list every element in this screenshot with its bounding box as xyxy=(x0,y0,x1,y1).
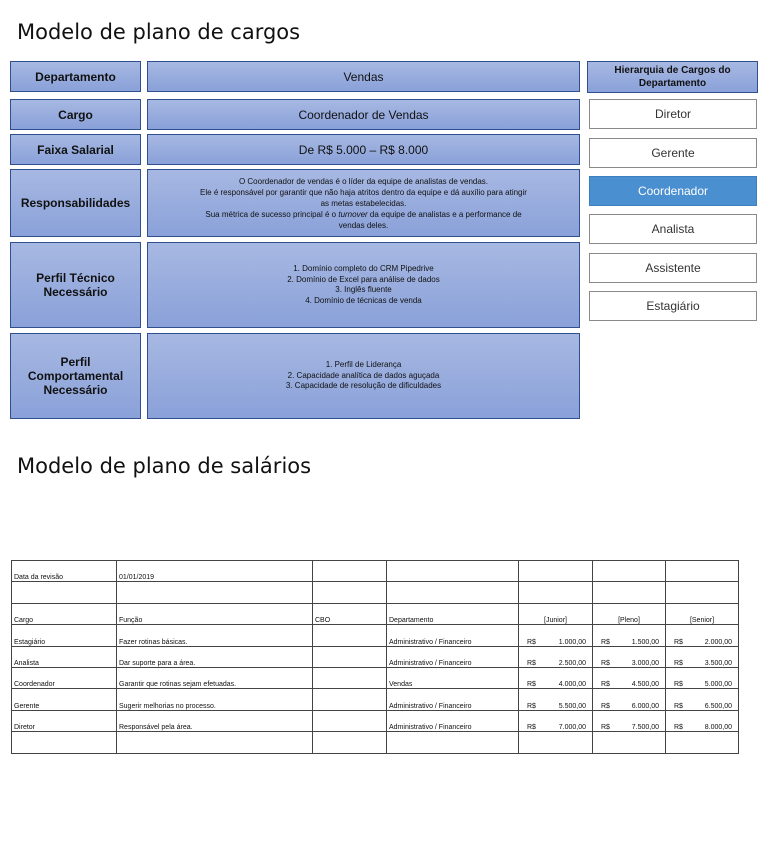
table-row xyxy=(12,689,739,710)
cell-junior xyxy=(519,667,593,688)
cell-funcao: Garantir que rotinas sejam efetuadas. xyxy=(117,667,313,688)
salary-amount: 1.000,00 xyxy=(558,638,586,646)
cell-cbo xyxy=(313,689,387,710)
cell-cargo: Diretor xyxy=(12,710,117,731)
cargos-title: Modelo de plano de cargos xyxy=(17,20,301,44)
responsabilidades-value xyxy=(147,169,580,237)
salary-amount: 7.000,00 xyxy=(558,724,586,732)
hierarquia-item-coordenador: Coordenador xyxy=(589,176,757,206)
header-cbo: CBO xyxy=(313,603,387,624)
cell-cbo xyxy=(313,710,387,731)
table-header-row xyxy=(12,603,739,624)
cell-junior xyxy=(519,646,593,667)
salary-amount: 5.000,00 xyxy=(704,681,732,689)
cell-pleno xyxy=(593,689,666,710)
currency-symbol: R$ xyxy=(674,638,683,646)
salary-amount: 8.000,00 xyxy=(704,724,732,732)
revisao-value: 01/01/2019 xyxy=(117,561,313,582)
tecnico-item-1: 1. Domínio completo do CRM Pipedrive xyxy=(293,264,434,273)
table-row xyxy=(12,710,739,731)
currency-symbol: R$ xyxy=(527,638,536,646)
cell-funcao: Fazer rotinas básicas. xyxy=(117,625,313,646)
currency-symbol: R$ xyxy=(527,681,536,689)
hierarquia-item-diretor: Diretor xyxy=(589,99,757,129)
cell-pleno xyxy=(593,710,666,731)
table-row xyxy=(12,646,739,667)
salary-amount: 7.500,00 xyxy=(631,724,659,732)
salary-amount: 2.000,00 xyxy=(704,638,732,646)
salary-amount: 4.000,00 xyxy=(558,681,586,689)
cell-departamento: Administrativo / Financeiro xyxy=(387,689,519,710)
hierarquia-header: Hierarquia de Cargos do Departamento xyxy=(587,61,758,93)
cell-junior xyxy=(519,689,593,710)
cell-cbo xyxy=(313,667,387,688)
resp-line-1: O Coordenador de vendas é o líder da equipe de analistas de vendas. xyxy=(238,176,489,186)
resp-line-2: Ele é responsável por garantir que não haja atritos dentro da equipe e dá auxílio para atingir xyxy=(200,187,527,197)
table-row xyxy=(12,625,739,646)
cell-departamento: Administrativo / Financeiro xyxy=(387,646,519,667)
faixa-salarial-value: De R$ 5.000 – R$ 8.000 xyxy=(147,134,580,165)
cell-funcao: Responsável pela área. xyxy=(117,710,313,731)
cell-senior xyxy=(666,625,739,646)
currency-symbol: R$ xyxy=(601,659,610,667)
cell-cargo: Coordenador xyxy=(12,667,117,688)
cell-senior xyxy=(666,667,739,688)
table-row-revisao xyxy=(12,561,739,582)
salary-amount: 3.000,00 xyxy=(631,659,659,667)
salarios-title: Modelo de plano de salários xyxy=(17,454,312,478)
currency-symbol: R$ xyxy=(527,702,536,710)
table-row xyxy=(12,667,739,688)
tecnico-item-4: 4. Domínio de técnicas de venda xyxy=(305,295,422,305)
perfil-tecnico-value xyxy=(147,242,580,328)
tecnico-item-2: 2. Domínio de Excel para análise de dados xyxy=(287,274,440,284)
table-row-empty xyxy=(12,582,739,603)
header-funcao: Função xyxy=(117,603,313,624)
currency-symbol: R$ xyxy=(674,724,683,732)
cell-funcao: Sugerir melhorias no processo. xyxy=(117,689,313,710)
departamento-value: Vendas xyxy=(147,61,580,92)
hierarquia-item-analista: Analista xyxy=(589,214,757,244)
cell-cbo xyxy=(313,646,387,667)
currency-symbol: R$ xyxy=(601,681,610,689)
salary-amount: 1.500,00 xyxy=(631,638,659,646)
salary-amount: 4.500,00 xyxy=(631,681,659,689)
cargo-label: Cargo xyxy=(10,99,141,130)
table-row-empty-bottom xyxy=(12,732,739,753)
resp-line-3: as metas estabelecidas. xyxy=(320,198,407,208)
currency-symbol: R$ xyxy=(601,724,610,732)
salary-amount: 3.500,00 xyxy=(704,659,732,667)
cargo-value: Coordenador de Vendas xyxy=(147,99,580,130)
hierarquia-item-estagiario: Estagiário xyxy=(589,291,757,321)
cell-cargo: Gerente xyxy=(12,689,117,710)
header-pleno: [Pleno] xyxy=(593,603,666,624)
header-junior: [Junior] xyxy=(519,603,593,624)
currency-symbol: R$ xyxy=(674,681,683,689)
comport-item-2: 2. Capacidade analítica de dados aguçada xyxy=(287,370,440,380)
faixa-salarial-label: Faixa Salarial xyxy=(10,134,141,165)
cell-pleno xyxy=(593,667,666,688)
cell-pleno xyxy=(593,625,666,646)
cell-junior xyxy=(519,625,593,646)
cell-senior xyxy=(666,710,739,731)
cell-departamento: Administrativo / Financeiro xyxy=(387,710,519,731)
header-senior: [Senior] xyxy=(666,603,739,624)
resp-line-5: vendas deles. xyxy=(338,220,389,230)
currency-symbol: R$ xyxy=(601,638,610,646)
comport-item-1: 1. Perfil de Liderança xyxy=(325,360,402,370)
currency-symbol: R$ xyxy=(527,659,536,667)
tecnico-item-3: 3. Inglês fluente xyxy=(335,285,392,294)
currency-symbol: R$ xyxy=(527,724,536,732)
perfil-tecnico-label: Perfil Técnico Necessário xyxy=(10,242,141,328)
cell-junior xyxy=(519,710,593,731)
currency-symbol: R$ xyxy=(674,659,683,667)
salary-amount: 2.500,00 xyxy=(558,659,586,667)
cell-cargo: Analista xyxy=(12,646,117,667)
salarios-table xyxy=(11,560,739,754)
cell-cbo xyxy=(313,625,387,646)
currency-symbol: R$ xyxy=(674,702,683,710)
header-departamento: Departamento xyxy=(387,603,519,624)
revisao-label: Data da revisão xyxy=(12,561,117,582)
salary-amount: 6.000,00 xyxy=(631,702,659,710)
salary-amount: 5.500,00 xyxy=(558,702,586,710)
cell-pleno xyxy=(593,646,666,667)
resp-line-4: Sua métrica de sucesso principal é o turnover da equipe de analistas e a performance de xyxy=(205,209,522,219)
hierarquia-item-assistente: Assistente xyxy=(589,253,757,283)
cell-senior xyxy=(666,689,739,710)
cell-departamento: Administrativo / Financeiro xyxy=(387,625,519,646)
cell-departamento: Vendas xyxy=(387,667,519,688)
cell-senior xyxy=(666,646,739,667)
hierarquia-item-gerente: Gerente xyxy=(589,138,757,168)
header-cargo: Cargo xyxy=(12,603,117,624)
cell-cargo: Estagiário xyxy=(12,625,117,646)
comport-item-3: 3. Capacidade de resolução de dificuldades xyxy=(285,381,442,391)
perfil-comportamental-label: Perfil Comportamental Necessário xyxy=(10,333,141,419)
departamento-label: Departamento xyxy=(10,61,141,92)
salary-amount: 6.500,00 xyxy=(704,702,732,710)
cell-funcao: Dar suporte para a área. xyxy=(117,646,313,667)
currency-symbol: R$ xyxy=(601,702,610,710)
responsabilidades-label: Responsabilidades xyxy=(10,169,141,237)
perfil-comportamental-value xyxy=(147,333,580,419)
